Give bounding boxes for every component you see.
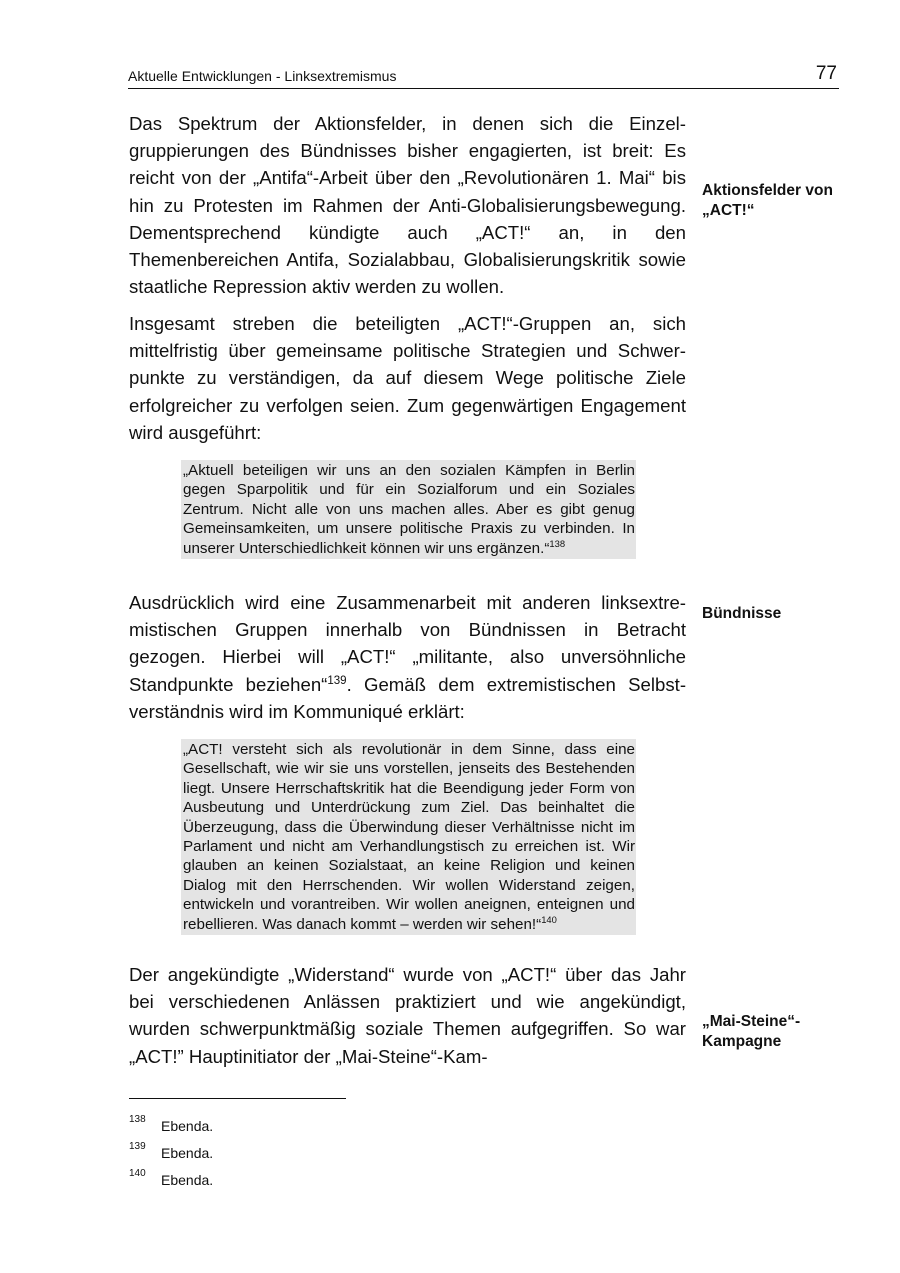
header-title: Aktuelle Entwicklungen - Linksextremismus bbox=[128, 68, 397, 84]
footnote-text: Ebenda. bbox=[161, 1118, 214, 1134]
footnote-text: Ebenda. bbox=[161, 1145, 214, 1161]
paragraph-2: Insgesamt streben die beteiligten „ACT!“-Gruppen an, sich mittelfristig über gemeinsame politische Strategien und Schwerpunkte zu verständigen, da auf diesem Wege politische Ziele erfolgreicher zu verfolgen seien. Zum gegenwärtigen Engagement wird ausgeführt: bbox=[129, 313, 686, 443]
footnote-number: 139 bbox=[129, 1141, 146, 1152]
footnote-text: Ebenda. bbox=[161, 1172, 214, 1188]
margin-note-aktionsfelder: Aktionsfelder von „ACT!“ bbox=[702, 182, 833, 219]
footnote-separator bbox=[129, 1098, 346, 1099]
paragraph-3-continuation: . Gemäß dem extremistischen Selbstverständnis wird im Kommuniqué erklärt: bbox=[129, 673, 687, 722]
page-number: 77 bbox=[815, 63, 837, 84]
paragraph-4: Der angekündigte „Widerstand“ wurde von „ACT!“ über das Jahr bei verschiedenen Anlässen praktiziert und wie angekündigt, wurden schwerpunktmäßig soziale Themen aufgegriffen. So war „ACT!” Hauptinitiator der „Mai-Steine“-Kam- bbox=[129, 964, 686, 1067]
paragraph-3 bbox=[129, 589, 686, 725]
block-quote-2 bbox=[181, 739, 636, 935]
running-header bbox=[128, 62, 839, 89]
quote-1-text: „Aktuell beteiligen wir uns an den sozialen Kämpfen in Berlin gegen Sparpolitik und für ein Sozialforum und ein Soziales Zentrum. Nicht alle von uns machen alles. Aber es gibt genug Gemeinsamkeiten, um unsere politische Praxis zu verbinden. In unserer Unterschiedlichkeit können wir uns ergänzen.“ bbox=[183, 462, 635, 557]
quote-2-text: „ACT! versteht sich als revolutionär in dem Sinne, dass eine Gesellschaft, wie wir sie uns vorstellen, jenseits des Bestehenden liegt. Unsere Herrschaftskritik hat die Beendigung jeder Form von Ausbeutung und Unterdrückung zum Ziel. Das beinhaltet die Überzeugung, dass die Überwindung dieser Verhältnisse nicht im Parlament und nicht am Verhandlungstisch zu erreichen ist. Wir glauben an keinen Sozialstaat, an keine Religion und keinen Dialog mit den Herrschenden. Wir wollen Widerstand zeigen, entwickeln und vorantreiben. Wir wollen aneignen, enteignen und rebellieren. Was danach kommt – werden wir sehen!“ bbox=[183, 741, 635, 933]
paragraph-3-text: Ausdrücklich wird eine Zusammenarbeit mit anderen linksextremistischen Gruppen innerhalb von Bündnissen in Betracht gezogen. Hierbei will „ACT!“ „militante, also unversöhnliche Standpunkte beziehen“ bbox=[129, 592, 686, 695]
footnote-ref-140: 140 bbox=[541, 913, 557, 925]
footnote-ref-139: 139 bbox=[327, 674, 347, 687]
footnote-ref-138: 138 bbox=[549, 537, 566, 549]
margin-note-buendnisse: Bündnisse bbox=[702, 605, 782, 622]
footnote-number: 140 bbox=[129, 1168, 146, 1179]
paragraph-1: Das Spektrum der Aktionsfelder, in denen sich die Einzelgruppierungen des Bündnisses bisher engagierten, ist breit: Es reicht von der „Antifa“-Arbeit über den „Revolutionären 1. Mai“ bis hin zu Protesten im Rahmen der Anti-Globalisierungsbewegung. Dementsprechend kündigte auch „ACT!“ an, in den Themenbereichen Antifa, Sozialabbau, Globalisierungskritik sowie staatliche Repression aktiv werden zu wollen. bbox=[129, 113, 686, 298]
margin-note-mai-steine: „Mai-Steine“-Kampagne bbox=[702, 1013, 801, 1050]
block-quote-1 bbox=[181, 460, 636, 559]
footnote-number: 138 bbox=[129, 1114, 146, 1125]
